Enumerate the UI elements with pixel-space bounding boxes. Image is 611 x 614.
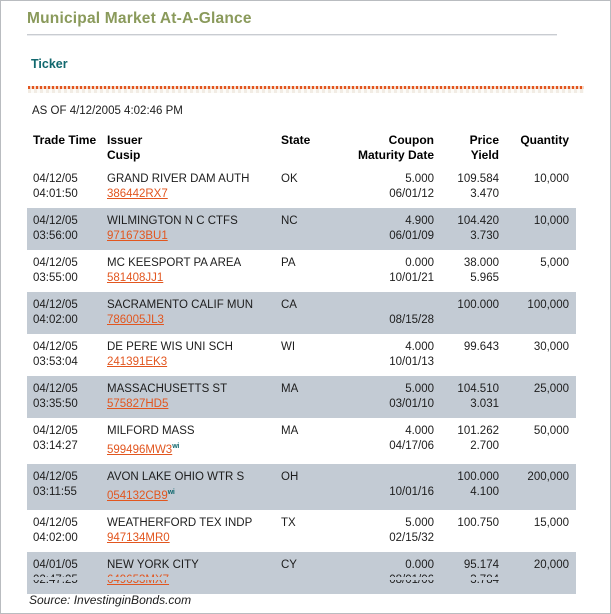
trade-time xyxy=(33,573,107,588)
maturity-date-value: 10/01/21 xyxy=(389,272,434,284)
cusip-line xyxy=(107,439,278,458)
trade-date: 04/12/05 xyxy=(33,215,78,227)
coupon-value: 0.000 xyxy=(405,558,434,571)
cell-trade-time xyxy=(27,418,107,464)
cell-issuer-cusip xyxy=(107,166,278,208)
price-value: 95.174 xyxy=(463,558,499,571)
yield-value: 4.100 xyxy=(470,485,499,498)
table-row xyxy=(27,552,576,594)
quantity-value: 10,000 xyxy=(533,173,569,185)
trade-date: 04/12/05 xyxy=(33,425,78,437)
coupon-value: 4.000 xyxy=(405,341,434,353)
coupon-value xyxy=(431,471,434,483)
column-header-issuer-cusip xyxy=(107,133,278,166)
cell-price-yield xyxy=(438,334,504,376)
yield-value xyxy=(438,355,499,370)
state-code: NC xyxy=(281,215,298,227)
price-value: 101.262 xyxy=(457,425,499,437)
state-code: CY xyxy=(281,558,297,571)
price-value: 100.750 xyxy=(457,516,499,529)
quantity-value: 15,000 xyxy=(533,516,569,529)
column-header-quantity xyxy=(504,133,576,166)
cell-trade-time xyxy=(27,208,107,250)
price-value: 100.000 xyxy=(457,470,499,483)
quantity-value: 100,000 xyxy=(527,299,569,311)
state-code: PA xyxy=(281,257,296,269)
column-header-maturity-label: Maturity Date xyxy=(357,148,434,162)
maturity-date-value xyxy=(346,573,434,588)
trade-date: 04/12/05 xyxy=(33,516,78,529)
when-issued-marker: wi xyxy=(172,443,180,450)
column-header-trade-time xyxy=(27,133,107,166)
cell-coupon-maturity xyxy=(346,376,438,418)
cell-state xyxy=(278,376,346,418)
table-row xyxy=(27,464,576,510)
trade-time: 03:35:50 xyxy=(33,398,78,410)
maturity-date-value: 04/17/06 xyxy=(389,440,434,452)
title-divider xyxy=(27,34,557,36)
cell-quantity xyxy=(504,250,576,292)
table-row xyxy=(27,510,576,552)
issuer-name: MILFORD MASS xyxy=(107,425,195,437)
column-header-price-yield xyxy=(438,133,504,166)
cell-coupon-maturity xyxy=(346,292,438,334)
issuer-name: WEATHERFORD TEX INDP xyxy=(107,516,253,529)
page-title: Municipal Market At-A-Glance xyxy=(27,10,252,27)
column-header-price-label: Price xyxy=(469,133,499,147)
column-header-coupon-label: Coupon xyxy=(388,133,434,147)
cell-price-yield xyxy=(438,418,504,464)
cusip-link[interactable]: 054132CB9 xyxy=(107,489,168,502)
cusip-line xyxy=(107,271,278,286)
cusip-line xyxy=(107,355,278,370)
state-code: WI xyxy=(281,341,296,353)
yield-value xyxy=(438,573,499,588)
cell-coupon-maturity xyxy=(346,552,438,594)
maturity-date-value: 08/15/28 xyxy=(389,314,434,326)
cell-coupon-maturity xyxy=(346,418,438,464)
cell-issuer-cusip xyxy=(107,334,278,376)
cell-trade-time xyxy=(27,250,107,292)
table-row xyxy=(27,292,576,334)
cell-quantity xyxy=(504,510,576,552)
trade-date: 04/12/05 xyxy=(33,470,78,483)
cell-price-yield xyxy=(438,464,504,510)
table-row xyxy=(27,376,576,418)
yield-value: 3.470 xyxy=(470,188,499,200)
state-code: OK xyxy=(281,173,298,185)
state-code: MA xyxy=(281,383,299,395)
cell-quantity xyxy=(504,208,576,250)
cell-trade-time xyxy=(27,376,107,418)
cell-price-yield xyxy=(438,552,504,594)
ticker-table xyxy=(27,133,576,594)
trade-date: 04/12/05 xyxy=(33,341,78,353)
state-code: OH xyxy=(281,470,299,483)
issuer-name: MASSACHUSETTS ST xyxy=(107,383,228,395)
cell-trade-time xyxy=(27,166,107,208)
coupon-value: 5.000 xyxy=(405,173,434,185)
yield-value xyxy=(438,313,499,328)
price-value: 104.510 xyxy=(457,383,499,395)
cell-issuer-cusip xyxy=(107,250,278,292)
table-row xyxy=(27,250,576,292)
quantity-value: 200,000 xyxy=(527,470,569,483)
trade-time: 03:11:55 xyxy=(33,485,77,498)
state-code: MA xyxy=(281,425,299,437)
cusip-line xyxy=(107,397,278,412)
maturity-date-value: 06/01/09 xyxy=(389,230,434,242)
quantity-value: 5,000 xyxy=(540,257,569,269)
table-row xyxy=(27,334,576,376)
cell-state xyxy=(278,334,346,376)
cell-issuer-cusip xyxy=(107,376,278,418)
issuer-name: WILMINGTON N C CTFS xyxy=(107,215,238,227)
issuer-name: DE PERE WIS UNI SCH xyxy=(107,341,233,353)
coupon-value xyxy=(431,299,434,311)
table-header xyxy=(27,133,576,166)
cell-price-yield xyxy=(438,250,504,292)
cusip-line xyxy=(107,573,278,588)
issuer-name: AVON LAKE OHIO WTR S xyxy=(107,470,245,483)
cell-quantity xyxy=(504,166,576,208)
coupon-value: 5.000 xyxy=(405,383,434,395)
coupon-value: 4.000 xyxy=(405,425,434,437)
cusip-link[interactable]: 947134MR0 xyxy=(107,531,170,544)
cell-price-yield xyxy=(438,292,504,334)
column-header-cusip-label: Cusip xyxy=(107,148,141,162)
cell-coupon-maturity xyxy=(346,208,438,250)
cell-state xyxy=(278,208,346,250)
trade-date: 04/01/05 xyxy=(33,558,78,571)
cusip-line xyxy=(107,313,278,328)
cell-trade-time xyxy=(27,292,107,334)
column-header-yield-label: Yield xyxy=(470,148,499,162)
cell-price-yield xyxy=(438,166,504,208)
cusip-link[interactable]: 786005JL3 xyxy=(107,314,164,326)
price-value: 100.000 xyxy=(457,299,499,311)
cell-state xyxy=(278,166,346,208)
cusip-link[interactable]: 971673BU1 xyxy=(107,230,168,242)
panel-inner xyxy=(1,1,610,613)
trade-date: 04/12/05 xyxy=(33,383,78,395)
cusip-line xyxy=(107,485,278,504)
coupon-value: 0.000 xyxy=(405,257,434,269)
cell-price-yield xyxy=(438,376,504,418)
cell-coupon-maturity xyxy=(346,250,438,292)
cusip-link[interactable]: 575827HD5 xyxy=(107,398,169,410)
price-value: 104.420 xyxy=(457,215,499,227)
quantity-value: 10,000 xyxy=(533,215,569,227)
trade-date: 04/12/05 xyxy=(33,173,78,185)
cell-state xyxy=(278,464,346,510)
when-issued-marker: wi xyxy=(167,488,175,496)
column-header-state-label: State xyxy=(281,133,311,147)
yield-value: 3.031 xyxy=(470,398,499,410)
table-row xyxy=(27,418,576,464)
cell-state xyxy=(278,250,346,292)
quantity-value: 50,000 xyxy=(533,425,569,437)
table-footer-rule xyxy=(27,577,576,580)
cell-coupon-maturity xyxy=(346,334,438,376)
cusip-line xyxy=(107,531,278,546)
cell-issuer-cusip xyxy=(107,464,278,510)
yield-value: 3.730 xyxy=(470,230,499,242)
cell-issuer-cusip xyxy=(107,208,278,250)
cell-quantity xyxy=(504,464,576,510)
dotted-divider-shadow xyxy=(28,89,584,93)
cell-coupon-maturity xyxy=(346,464,438,510)
maturity-date-value: 02/15/32 xyxy=(389,531,434,544)
issuer-name: MC KEESPORT PA AREA xyxy=(107,257,242,269)
cell-quantity xyxy=(504,292,576,334)
trade-time: 03:14:27 xyxy=(33,440,78,452)
cell-price-yield xyxy=(438,208,504,250)
trade-time: 03:53:04 xyxy=(33,356,78,368)
table-header-row xyxy=(27,133,576,166)
price-value: 38.000 xyxy=(463,257,499,269)
price-value: 109.584 xyxy=(457,173,499,185)
cusip-link[interactable]: 599496MW3 xyxy=(107,443,173,456)
quantity-value: 20,000 xyxy=(533,558,569,571)
cell-trade-time xyxy=(27,464,107,510)
column-header-issuer-label: Issuer xyxy=(107,133,143,147)
cell-state xyxy=(278,292,346,334)
cell-issuer-cusip xyxy=(107,418,278,464)
issuer-name: SACRAMENTO CALIF MUN xyxy=(107,299,254,311)
cell-state xyxy=(278,418,346,464)
trade-date: 04/12/05 xyxy=(33,257,78,269)
column-header-state xyxy=(278,133,346,166)
yield-value: 5.965 xyxy=(470,272,499,284)
cusip-link[interactable]: 581408JJ1 xyxy=(107,272,164,284)
trade-time: 03:55:00 xyxy=(33,272,78,284)
cell-quantity xyxy=(504,376,576,418)
cell-trade-time xyxy=(27,552,107,594)
cell-state xyxy=(278,552,346,594)
cell-price-yield xyxy=(438,510,504,552)
state-code: TX xyxy=(281,516,296,529)
table-row xyxy=(27,208,576,250)
maturity-date-value: 10/01/16 xyxy=(389,485,434,498)
table-row xyxy=(27,166,576,208)
as-of-timestamp: AS OF 4/12/2005 4:02:46 PM xyxy=(32,105,183,117)
trade-date: 04/12/05 xyxy=(33,299,78,311)
maturity-date-value: 06/01/12 xyxy=(389,188,434,200)
state-code: CA xyxy=(281,299,297,311)
trade-time: 04:01:50 xyxy=(33,188,78,200)
yield-value xyxy=(438,531,499,546)
trade-time: 03:56:00 xyxy=(33,230,78,242)
source-attribution: Source: InvestinginBonds.com xyxy=(29,593,192,607)
quantity-value: 25,000 xyxy=(533,383,569,395)
cell-quantity xyxy=(504,418,576,464)
cell-issuer-cusip xyxy=(107,292,278,334)
cusip-line xyxy=(107,229,278,244)
column-header-coupon-maturity xyxy=(346,133,438,166)
maturity-date-value: 03/01/10 xyxy=(389,398,434,410)
maturity-date-value: 10/01/13 xyxy=(389,356,434,368)
trade-time: 04:02:00 xyxy=(33,314,78,326)
quantity-value: 30,000 xyxy=(533,341,569,353)
cell-coupon-maturity xyxy=(346,166,438,208)
cusip-line xyxy=(107,187,278,202)
table-body xyxy=(27,166,576,594)
cell-trade-time xyxy=(27,334,107,376)
price-value: 99.643 xyxy=(463,341,499,353)
cell-coupon-maturity xyxy=(346,510,438,552)
coupon-value: 5.000 xyxy=(405,516,434,529)
cell-state xyxy=(278,510,346,552)
cell-trade-time xyxy=(27,510,107,552)
issuer-name: NEW YORK CITY xyxy=(107,558,199,571)
cell-issuer-cusip xyxy=(107,510,278,552)
trade-time: 04:02:00 xyxy=(33,531,78,544)
cell-quantity xyxy=(504,552,576,594)
issuer-name: GRAND RIVER DAM AUTH xyxy=(107,173,250,185)
yield-value: 2.700 xyxy=(470,440,499,452)
section-heading-ticker: Ticker xyxy=(31,57,68,71)
cell-quantity xyxy=(504,334,576,376)
coupon-value: 4.900 xyxy=(405,215,434,227)
cusip-link[interactable]: 241391EK3 xyxy=(107,356,168,368)
column-header-trade-time-label: Trade Time xyxy=(33,133,97,147)
cusip-link[interactable]: 386442RX7 xyxy=(107,188,168,200)
cell-issuer-cusip xyxy=(107,552,278,594)
column-header-quantity-label: Quantity xyxy=(520,133,569,147)
